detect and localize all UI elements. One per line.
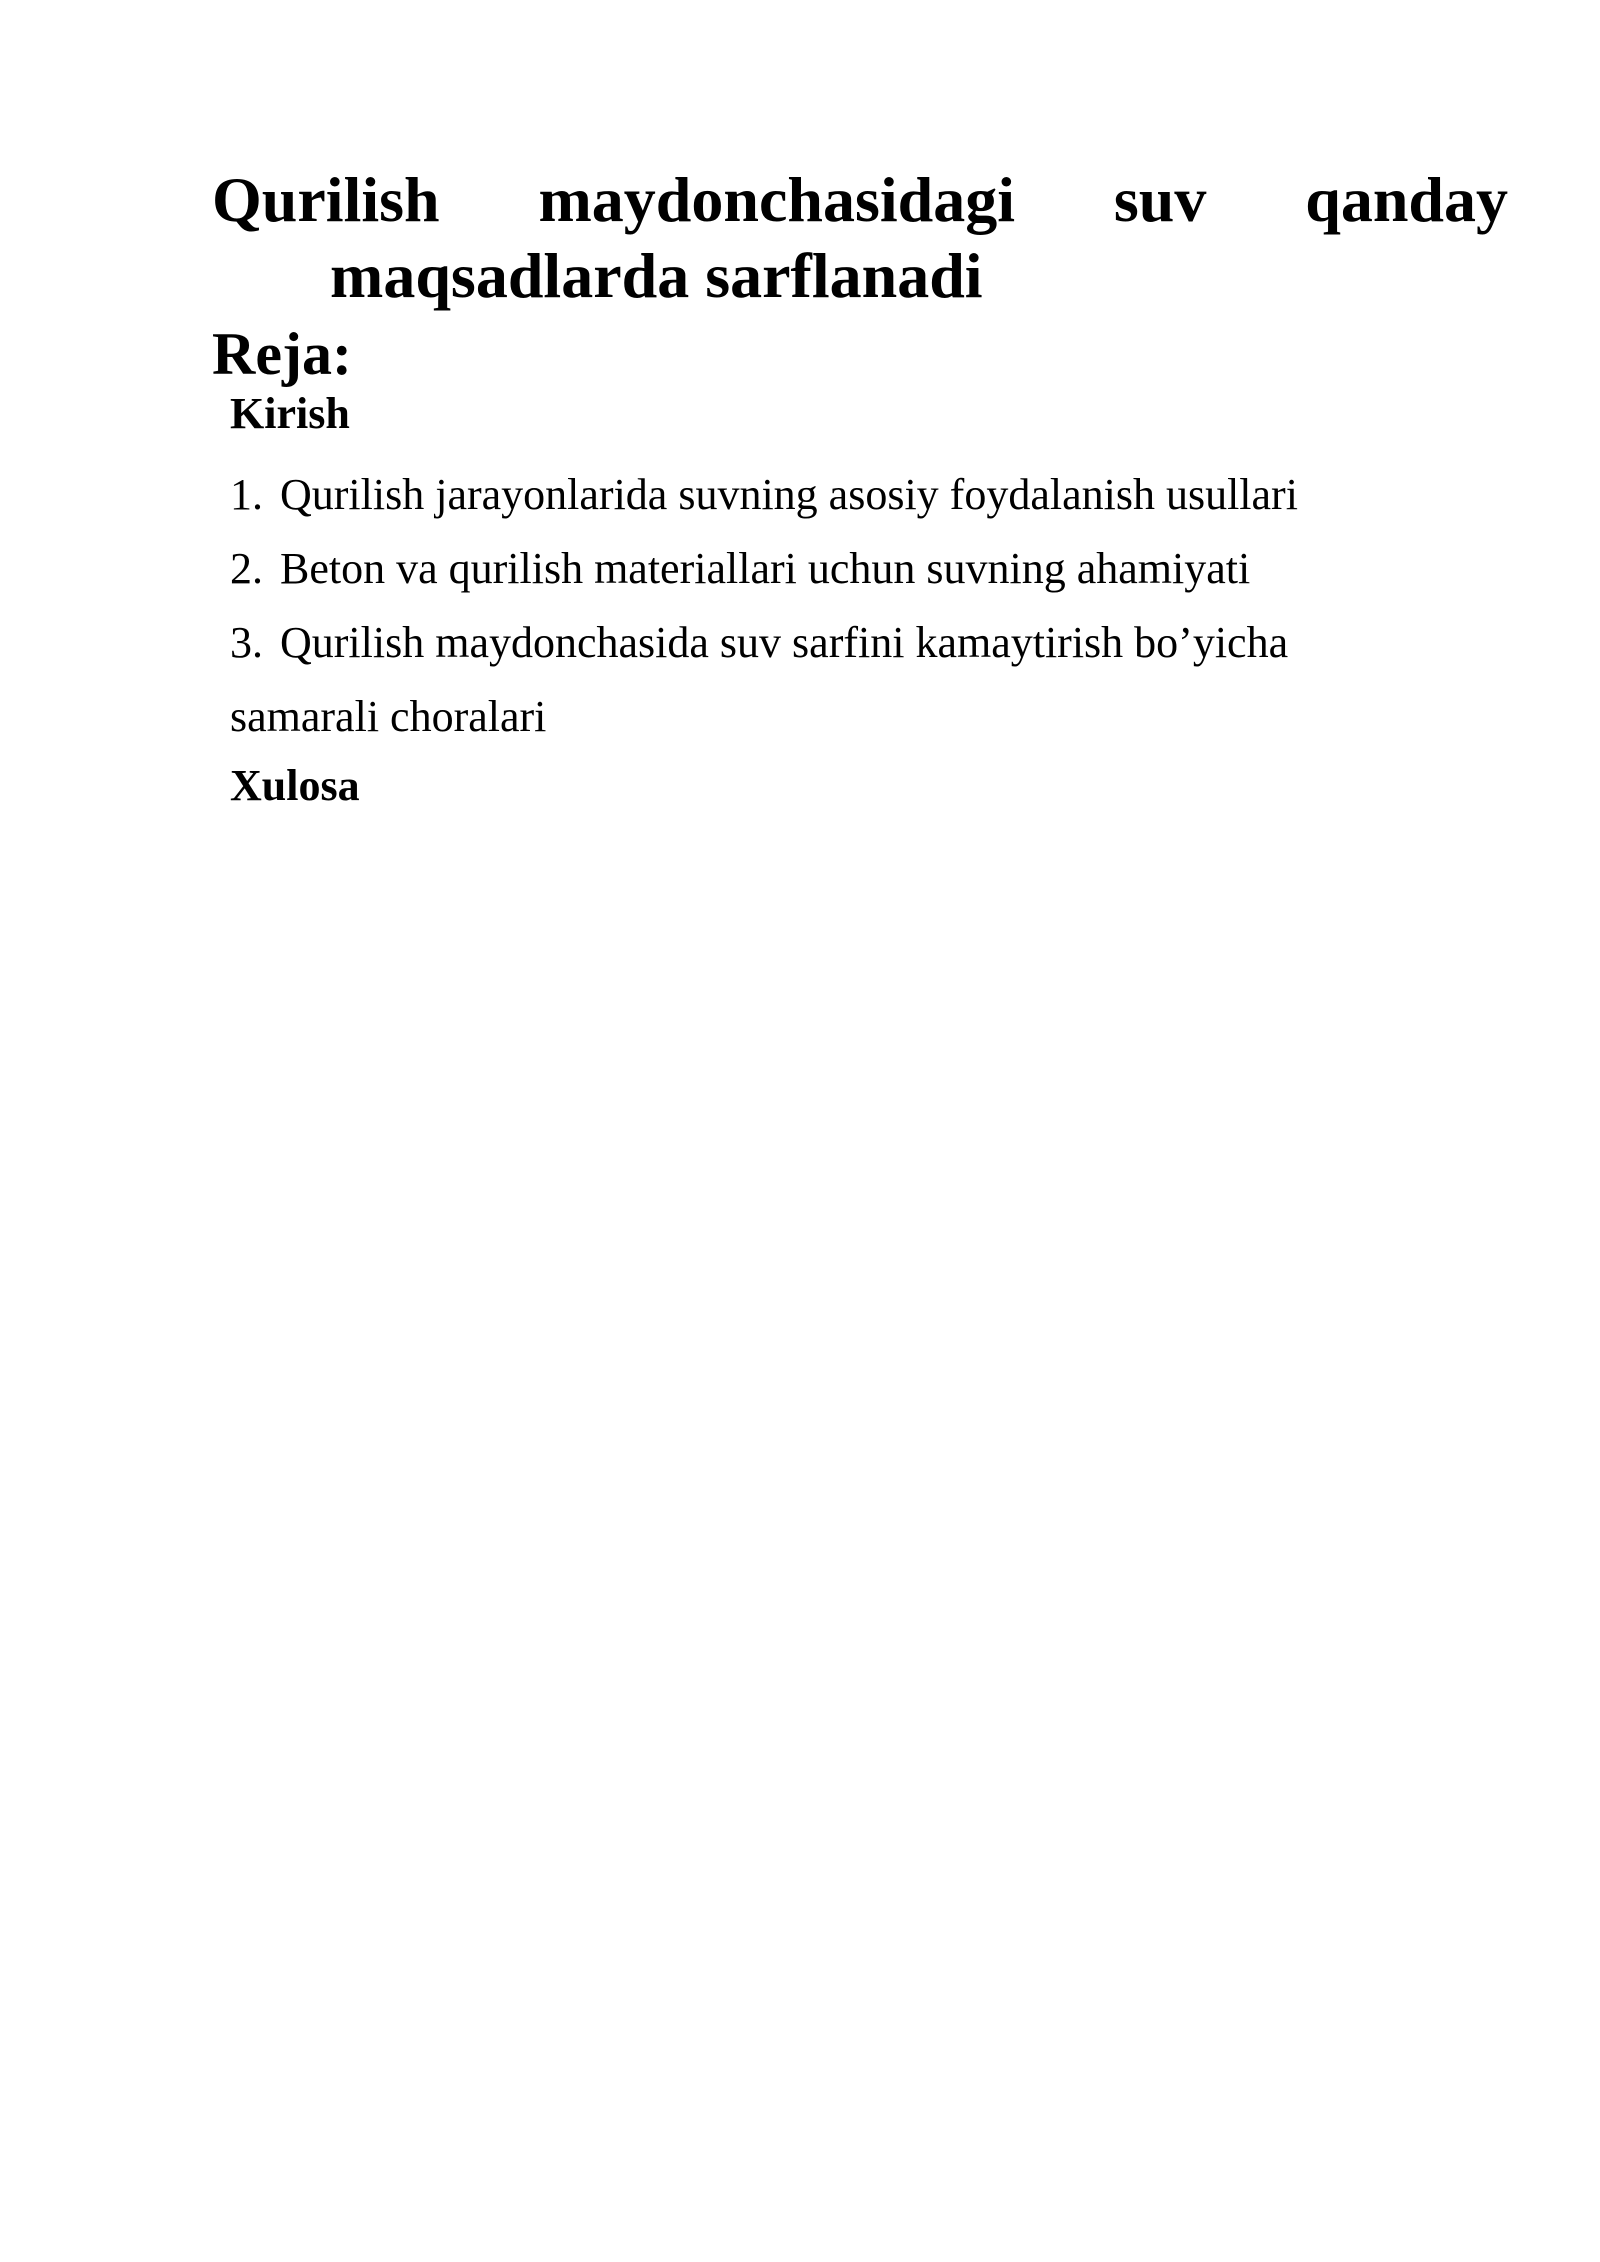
plan-heading: Reja: — [212, 321, 352, 387]
document-title — [212, 162, 1508, 314]
plan-item-text: Qurilish jarayonlarida suvning asosiy foydalanish usullari — [280, 470, 1298, 519]
plan-list — [230, 458, 1380, 754]
plan-item-3 — [230, 606, 1380, 754]
title-word: Qurilish — [212, 164, 440, 235]
conclusion-heading: Xulosa — [230, 761, 360, 810]
title-line-1 — [212, 162, 1508, 238]
plan-item-1 — [230, 458, 1380, 532]
title-word: qanday — [1305, 164, 1508, 235]
title-line-2: maqsadlarda sarflanadi — [330, 240, 983, 311]
title-word: maydonchasidagi — [538, 164, 1016, 235]
intro-heading: Kirish — [230, 389, 350, 438]
plan-item-text: Qurilish maydonchasida suv sarfini kamaytirish bo’yicha samarali choralari — [230, 618, 1289, 741]
title-word: suv — [1113, 164, 1207, 235]
plan-item-2 — [230, 532, 1380, 606]
plan-item-number: 3. — [230, 618, 263, 667]
plan-item-text: Beton va qurilish materiallari uchun suvning ahamiyati — [280, 544, 1251, 593]
plan-item-number: 1. — [230, 470, 263, 519]
plan-item-number: 2. — [230, 544, 263, 593]
